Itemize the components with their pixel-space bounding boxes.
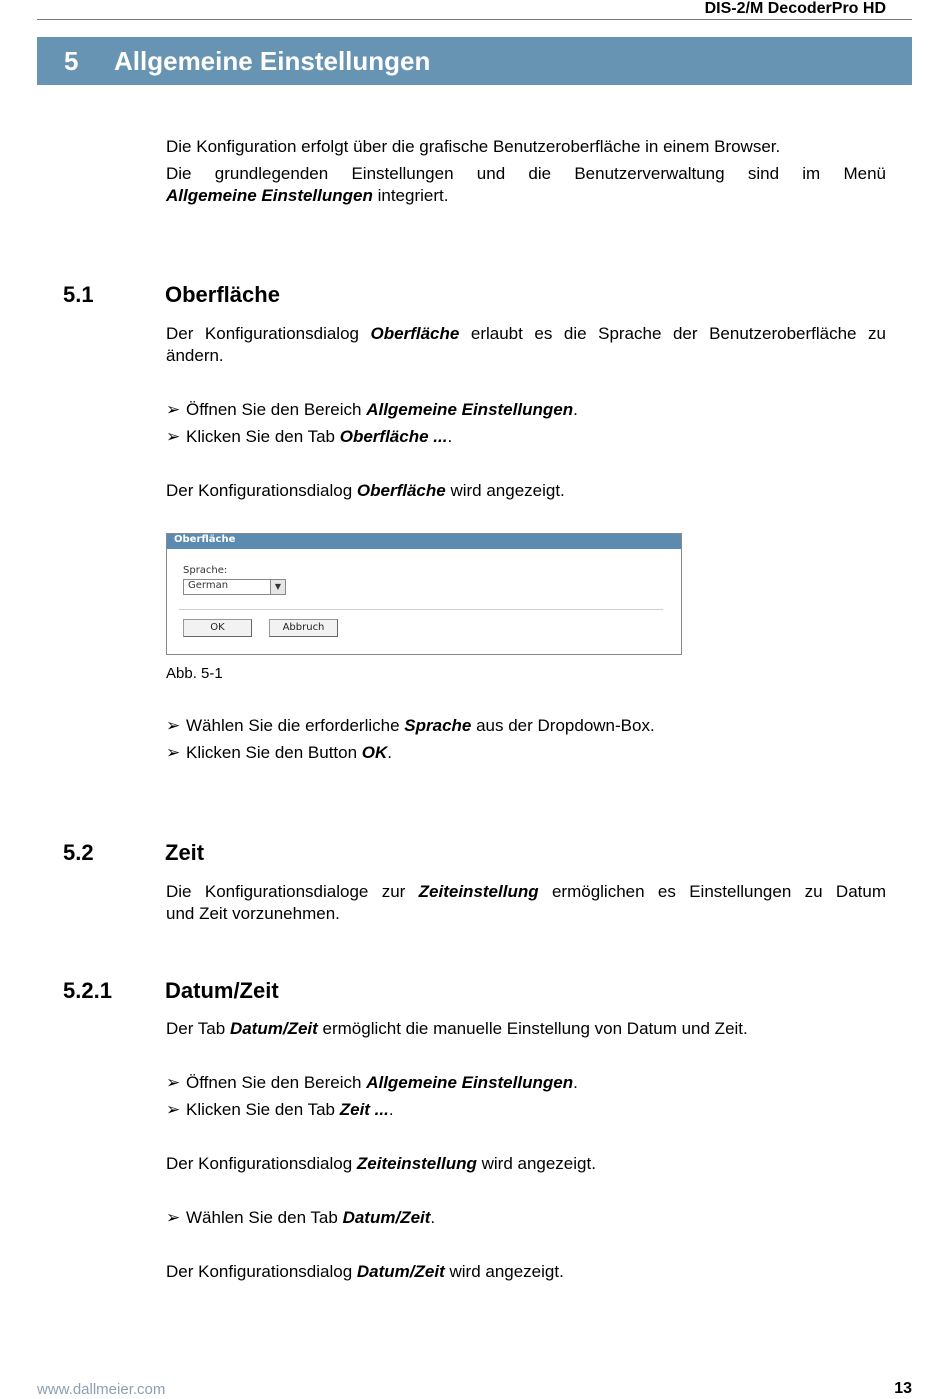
language-select[interactable] — [183, 579, 286, 595]
dialog-title: Oberfläche — [174, 534, 236, 545]
ok-button[interactable]: OK — [183, 619, 252, 637]
document-title: DIS-2/M DecoderPro HD — [704, 0, 886, 17]
dialog-divider — [179, 609, 663, 610]
arrow-bullet-icon: ➢ — [166, 1100, 181, 1119]
intro-line-1: Die Konfiguration erfolgt über die grafische Benutzeroberfläche in einem Browser. — [166, 137, 781, 156]
paragraph-line: Der Konfigurationsdialog Oberfläche erlaubt es die Sprache der Benutzeroberfläche zu — [166, 324, 886, 343]
language-label: Sprache: — [183, 565, 228, 576]
figure-caption: Abb. 5-1 — [166, 665, 223, 682]
dialog-title-bar — [167, 534, 681, 549]
menu-name: Allgemeine Einstellungen — [166, 186, 373, 205]
paragraph-line: und Zeit vorzunehmen. — [166, 904, 340, 923]
paragraph-line: ändern. — [166, 346, 224, 365]
instruction-step: ➢ Klicken Sie den Tab Zeit .... — [166, 1100, 394, 1119]
arrow-bullet-icon: ➢ — [166, 427, 181, 446]
chapter-title: Allgemeine Einstellungen — [114, 46, 431, 76]
intro-line-2: Die grundlegenden Einstellungen und die Benutzerverwaltung sind im Menü — [166, 164, 886, 183]
instruction-step: ➢ Öffnen Sie den Bereich Allgemeine Einstellungen. — [166, 400, 578, 419]
header-divider — [37, 19, 912, 20]
result-text: Der Konfigurationsdialog Oberfläche wird angezeigt. — [166, 481, 565, 500]
subsection-number: 5.2.1 — [63, 978, 112, 1003]
arrow-bullet-icon: ➢ — [166, 743, 181, 762]
instruction-step: ➢ Klicken Sie den Tab Oberfläche .... — [166, 427, 453, 446]
subsection-title: Datum/Zeit — [165, 978, 279, 1003]
paragraph-line: Der Tab Datum/Zeit ermöglicht die manuelle Einstellung von Datum und Zeit. — [166, 1019, 748, 1038]
section-title: Oberfläche — [165, 282, 280, 307]
arrow-bullet-icon: ➢ — [166, 1073, 181, 1092]
cancel-button[interactable]: Abbruch — [269, 619, 338, 637]
arrow-bullet-icon: ➢ — [166, 1208, 181, 1227]
intro-line-3: Allgemeine Einstellungen integriert. — [166, 186, 449, 205]
instruction-step: ➢ Wählen Sie die erforderliche Sprache aus der Dropdown-Box. — [166, 716, 655, 735]
instruction-step: ➢ Öffnen Sie den Bereich Allgemeine Einstellungen. — [166, 1073, 578, 1092]
section-number: 5.1 — [63, 282, 94, 307]
paragraph-line: Die Konfigurationsdialoge zur Zeiteinstellung ermöglichen es Einstellungen zu Datum — [166, 882, 886, 901]
footer-url-link[interactable]: www.dallmeier.com — [37, 1381, 166, 1398]
chapter-number: 5 — [64, 46, 79, 76]
instruction-step: ➢ Wählen Sie den Tab Datum/Zeit. — [166, 1208, 436, 1227]
section-title: Zeit — [165, 840, 205, 865]
arrow-bullet-icon: ➢ — [166, 716, 181, 735]
instruction-step: ➢ Klicken Sie den Button OK. — [166, 743, 393, 762]
result-text: Der Konfigurationsdialog Datum/Zeit wird angezeigt. — [166, 1262, 564, 1281]
result-text: Der Konfigurationsdialog Zeiteinstellung wird angezeigt. — [166, 1154, 596, 1173]
page-number: 13 — [894, 1380, 912, 1397]
arrow-bullet-icon: ➢ — [166, 400, 181, 419]
chapter-heading-bar — [37, 37, 912, 85]
oberflaeche-dialog-screenshot — [166, 533, 682, 655]
chevron-down-icon[interactable]: ▼ — [270, 580, 285, 594]
language-select-value: German — [188, 580, 229, 591]
section-number: 5.2 — [63, 840, 94, 865]
